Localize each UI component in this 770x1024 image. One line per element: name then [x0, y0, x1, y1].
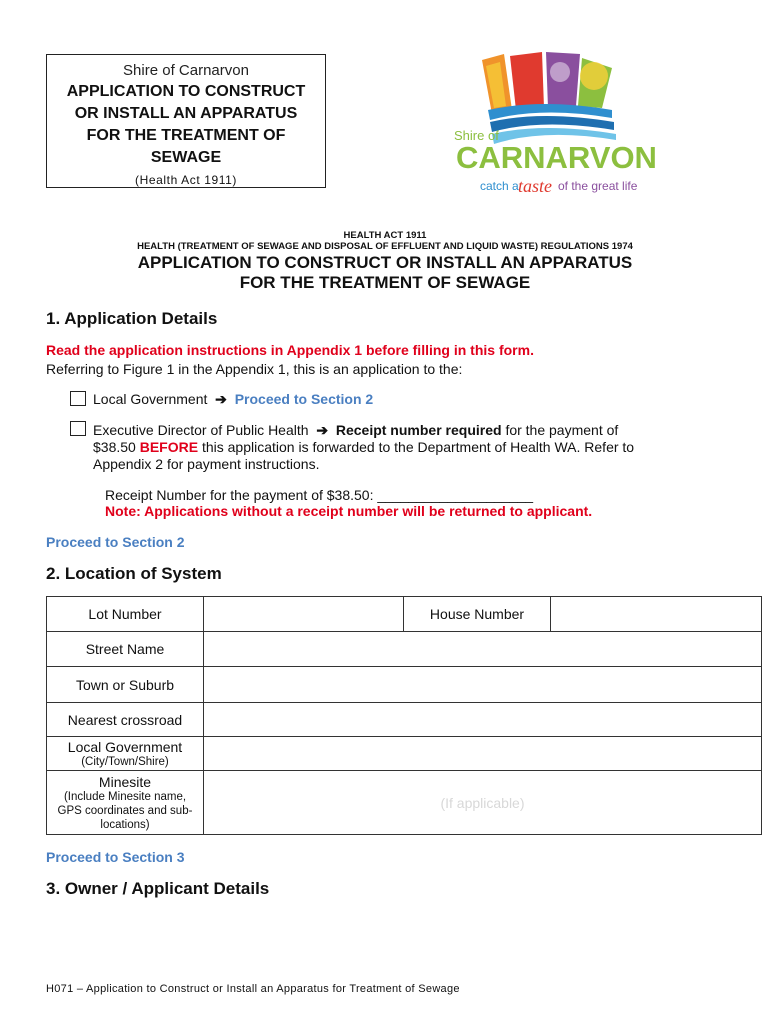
location-table — [46, 596, 762, 835]
logo-shire-of: Shire of — [454, 128, 499, 143]
logo-name: CARNARVON — [456, 140, 657, 175]
minesite-input[interactable]: (If applicable) — [204, 771, 762, 835]
lot-number-label: Lot Number — [47, 597, 204, 632]
referring-text: Referring to Figure 1 in the Appendix 1, this is an application to the: — [46, 361, 463, 377]
form-title-box — [46, 54, 326, 188]
option2-fee: $38.50 — [93, 439, 136, 455]
option2-before: BEFORE — [139, 439, 199, 455]
town-input[interactable] — [204, 667, 762, 703]
box-act: (Health Act 1911) — [134, 173, 238, 187]
main-title-line-1: APPLICATION TO CONSTRUCT OR INSTALL AN APPARATUS — [137, 253, 633, 272]
table-row — [47, 737, 762, 771]
page-footer: H071 – Application to Construct or Install an Apparatus for Treatment of Sewage — [46, 983, 460, 995]
section-1-heading: 1. Application Details — [46, 309, 218, 328]
local-government-checkbox[interactable] — [70, 391, 86, 406]
box-title-line: FOR THE TREATMENT OF — [86, 127, 286, 144]
arrow-icon: ➔ — [312, 422, 332, 438]
option2-label: Executive Director of Public Health — [93, 422, 309, 438]
box-title-line: APPLICATION TO CONSTRUCT — [66, 83, 306, 100]
logo-tagline-taste: taste — [518, 176, 552, 196]
local-government-input[interactable] — [204, 737, 762, 771]
house-number-label: House Number — [404, 597, 551, 632]
option1-proceed: Proceed to Section 2 — [234, 391, 374, 407]
lot-number-input[interactable] — [204, 597, 404, 632]
section-3-heading: 3. Owner / Applicant Details — [46, 879, 270, 898]
lg-label: Local Government — [67, 738, 183, 755]
option2-line3: Appendix 2 for payment instructions. — [93, 456, 320, 472]
receipt-note: Note: Applications without a receipt number will be returned to applicant. — [105, 503, 593, 519]
act-line-1: HEALTH ACT 1911 — [343, 230, 427, 241]
main-title — [0, 253, 770, 293]
minesite-label — [47, 771, 204, 835]
lg-sub-label: (City/Town/Shire) — [81, 755, 169, 768]
carnarvon-logo — [452, 48, 664, 196]
table-row — [47, 632, 762, 667]
minesite-title: Minesite — [98, 773, 152, 790]
option2-rest: for the payment of — [505, 422, 619, 438]
logo-tagline-post: of the great life — [558, 179, 638, 193]
proceed-section-3-link[interactable]: Proceed to Section 3 — [46, 849, 185, 865]
minesite-sub-label: (Include Minesite name, GPS coordinates and sub-locations) — [57, 790, 193, 831]
table-row — [47, 703, 762, 737]
town-label: Town or Suburb — [47, 667, 204, 703]
main-title-line-2: FOR THE TREATMENT OF SEWAGE — [239, 273, 531, 292]
arrow-icon: ➔ — [211, 391, 231, 407]
receipt-number-field[interactable]: Receipt Number for the payment of $38.50: ____________________ — [105, 487, 534, 503]
table-row — [47, 597, 762, 632]
table-row — [47, 771, 762, 835]
option1-label: Local Government — [93, 391, 208, 407]
executive-director-checkbox[interactable] — [70, 421, 86, 436]
box-title-line: SEWAGE — [150, 149, 222, 166]
street-name-input[interactable] — [204, 632, 762, 667]
section-2-heading: 2. Location of System — [46, 564, 222, 583]
option2-line2-post: this application is forwarded to the Department of Health WA. Refer to — [201, 439, 635, 455]
house-number-input[interactable] — [551, 597, 762, 632]
table-row — [47, 667, 762, 703]
local-government-label — [47, 737, 204, 771]
box-title-line: OR INSTALL AN APPARATUS — [74, 105, 298, 122]
instruction-red: Read the application instructions in Appendix 1 before filling in this form. — [46, 342, 534, 358]
option-executive-director — [93, 422, 713, 472]
street-name-label: Street Name — [47, 632, 204, 667]
logo-tagline-pre: catch a — [480, 179, 519, 193]
option-local-government — [93, 391, 373, 407]
crossroad-input[interactable] — [204, 703, 762, 737]
proceed-section-2-link[interactable]: Proceed to Section 2 — [46, 534, 185, 550]
crossroad-label: Nearest crossroad — [47, 703, 204, 737]
shire-name: Shire of Carnarvon — [123, 62, 249, 79]
act-line-2: HEALTH (TREATMENT OF SEWAGE AND DISPOSAL OF EFFLUENT AND LIQUID WASTE) REGULATIONS 1974 — [137, 241, 633, 252]
option2-bold: Receipt number required — [335, 422, 502, 438]
